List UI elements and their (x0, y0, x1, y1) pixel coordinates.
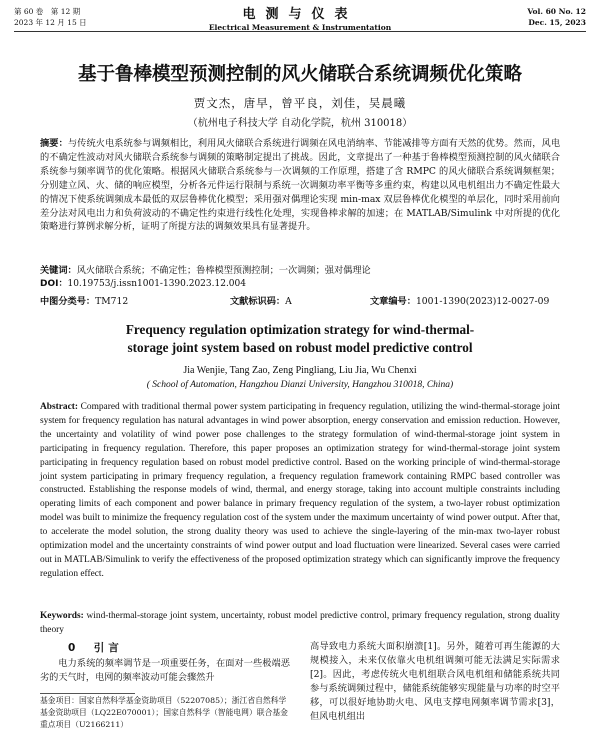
doi-label: DOI： (40, 279, 68, 289)
clc-number: 中图分类号：TM712 (40, 296, 129, 307)
date-cn: 2023 年 12 月 15 日 (14, 18, 87, 27)
keywords-en (40, 610, 560, 638)
affiliation-en: ( School of Automation, Hangzhou Dianzi University, Hangzhou 310018, China) (146, 380, 454, 390)
keywords-en-label: Keywords: (40, 611, 84, 621)
title-en: Frequency regulation optimization strategy for wind-thermal-storage joint system based on robust model predictive control (125, 322, 475, 355)
journal-masthead (0, 3, 600, 32)
abstract-cn (40, 137, 560, 234)
intro-text-right: 高导致电力系统大面积崩溃[1]。另外，随着可再生能源的大规模接入，未来仅依靠火电机组调频可能无法满足实际需求[2]。因此，考虑传统火电机组联合风电机组和储能系统共同参与系统调频过程中，储能系统能够实现能量与功率的时空平移，可以很好地协助火电、风电支撑电网频率调节需求[3]，但风电机组出 (310, 641, 560, 722)
affiliation-cn: （杭州电子科技大学 自动化学院，杭州 310018） (187, 118, 413, 129)
abstract-cn-label: 摘要： (40, 138, 68, 149)
section-heading-intro: 0 引言 (68, 642, 123, 654)
footnote-divider (40, 693, 135, 694)
keywords-cn-label: 关键词： (40, 265, 77, 276)
abstract-cn-text: 与传统火电系统参与调频相比，利用风火储联合系统进行调频在风电消纳率、节能减排等方面有天然的优势。然而，风电的不确定性波动对风火储联合系统参与调频的策略制定提出了挑战。因此，文章提出了一种基于鲁棒模型预测控制的风火储联合系统参与频率调节的优化策略。根据风火储联合系统参与一次调频的工作原理，搭建了含 RMPC 的风火储联合系统调频框架；分别建立风、火、储的响应模型，分析各元件运行限制与系统一次调频功率平衡等多重约束，构建以风电机组出力不确定性最大的情况下使系统调频成本最低的双层鲁棒优化模型；采用强对偶理论实现 min-max 双层鲁棒优化模型的单层化，同时采用前向差分法对风电出力和负荷波动的不确定性约束进行线性化处理，实现鲁棒求解的加速；在 MATLAB/Simulink 中对所提的优化策略进行算例求解分析，证明了所提方法的调频效果具有显著提升。 (40, 138, 561, 233)
authors-cn: 贾文杰，唐早，曾平良，刘佳，吴晨曦 (193, 96, 407, 110)
funding-footnote: 基金项目：国家自然科学基金资助项目（52207085）；浙江省自然科学基金资助项目（LQ22E070001）；国家自然科学（智能电网）联合基金重点项目（U2166211） (40, 696, 288, 729)
doi-line (40, 278, 560, 292)
title-cn: 基于鲁棒模型预测控制的风火储联合系统调频优化策略 (77, 64, 522, 85)
abstract-en-label: Abstract: (40, 402, 79, 412)
abstract-en-text: Compared with traditional thermal power system participating in frequency regulation, utilizing the wind-thermal-storage joint system for frequency regulation has natural advantages in wind power absorption, energy conservation and emission reduction. However, the uncertainty and volatility of wind power pose challenges to the strategy formulation of wind-thermal-storage joint system in participating in frequency regulation. Therefore, this paper proposes an optimization strategy for wind-thermal-storage joint system participating in frequency regulation based on robust model predictive control. Based on the working principle of wind-thermal-storage joint system participating in primary frequency regulation, a frequency regulation framework containing RMPC based controller was constructed. Establishing the response models of wind, thermal, and energy storage, taking into account multiple constraints including operating limits of each component and power balance in primary frequency regulation of the system, a two-layer robust optimization model was built to minimize the frequency regulation cost of the system under the maximum uncertainty of wind power output. After that, to accelerate the model solution, the strong duality theory was used to achieve the single-layering of the min-max two-layer robust optimization model and the uncertainty constraints of wind power output and load fluctuation were linearized. Several cases were carried out in MATLAB/Simulink to verify the effectiveness of the proposed optimization strategy which can significantly improve the frequency regulation effect. (40, 402, 560, 579)
abstract-en (40, 401, 560, 582)
header-divider (14, 31, 586, 32)
journal-name-cn: 电测与仪表 (242, 7, 358, 22)
document-code: 文献标识码：A (230, 296, 292, 307)
authors-en: Jia Wenjie, Tang Zao, Zeng Pingliang, Liu Jia, Wu Chenxi (183, 365, 417, 376)
volume-issue-cn: 第 60 卷 第 12 期 (14, 7, 81, 16)
header-right (527, 6, 586, 28)
journal-name-en: Electrical Measurement & Instrumentation (208, 23, 392, 32)
doi-value[interactable]: 10.19753/j.issn1001-1390.2023.12.004 (67, 279, 246, 289)
keywords-cn (40, 264, 560, 278)
volume-issue-en: Vol. 60 No. 12 (527, 7, 586, 16)
intro-text-left: 电力系统的频率调节是一项重要任务，在面对一些极端恶劣的天气时，电网的频率波动可能会骤然升 (40, 658, 290, 683)
column-left (40, 640, 290, 685)
keywords-cn-text: 风火储联合系统；不确定性；鲁棒模型预测控制；一次调频；强对偶理论 (76, 265, 371, 276)
article-number: 文章编号：1001-1390(2023)12-0027-09 (370, 296, 550, 307)
keywords-en-text: wind-thermal-storage joint system, uncertainty, robust model predictive control, primary frequency regulation, strong duality theory (40, 611, 560, 635)
column-right (310, 640, 560, 724)
date-en: Dec. 15, 2023 (528, 18, 586, 27)
